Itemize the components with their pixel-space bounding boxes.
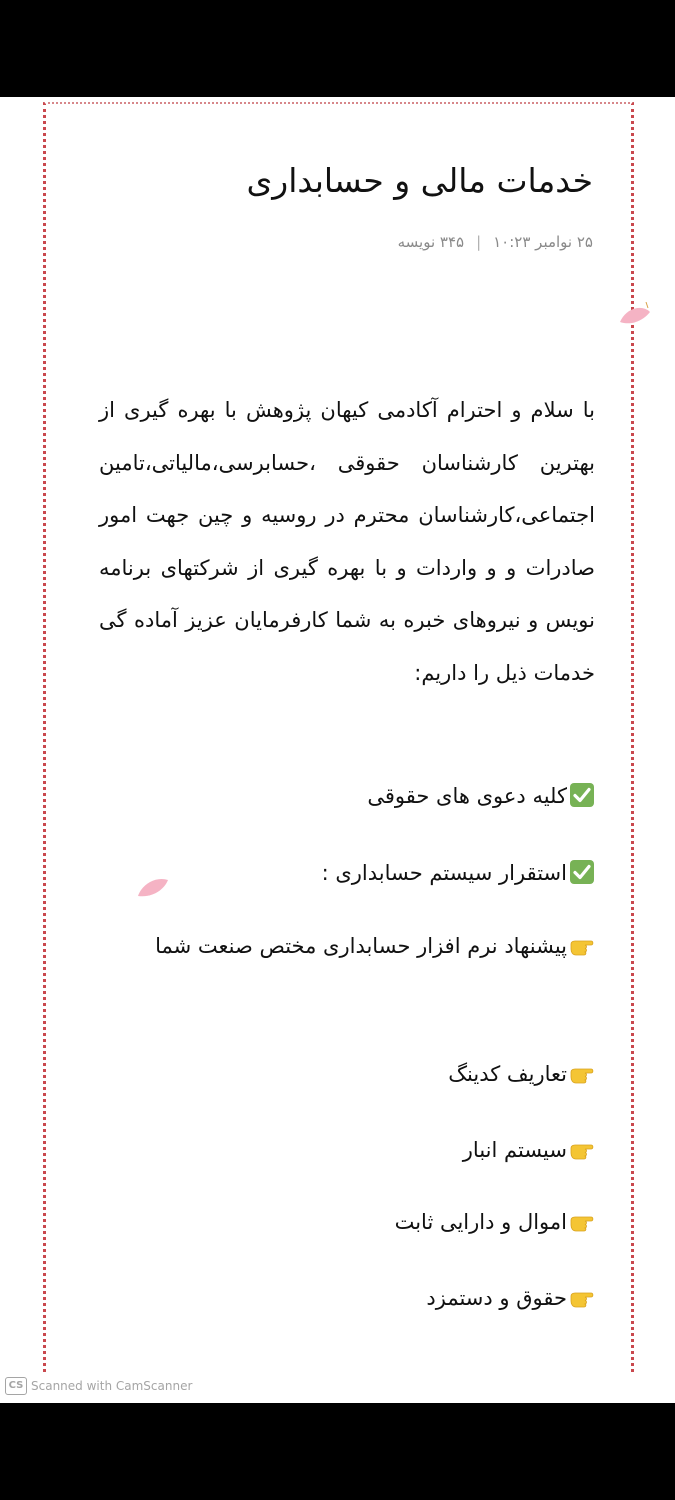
pointing-hand-icon [569, 1208, 595, 1234]
meta-separator: | [476, 233, 482, 251]
list-item-text: استقرار سیستم حسابداری : [321, 861, 567, 885]
scanner-watermark [5, 1377, 192, 1395]
list-item [463, 1124, 595, 1176]
pointing-hand-icon [569, 1136, 595, 1162]
pointing-hand-icon [569, 1284, 595, 1310]
petal-icon [136, 874, 170, 900]
list-item-text: کلیه دعوی های حقوقی [367, 784, 567, 808]
decorative-border [43, 102, 634, 1372]
list-item [322, 847, 595, 899]
article-meta [398, 233, 593, 251]
list-item-text: تعاریف کدینگ [448, 1062, 567, 1086]
list-item [99, 920, 595, 972]
pointing-hand-icon [569, 1060, 595, 1086]
petal-icon [618, 302, 652, 328]
watermark-text: Scanned with CamScanner [31, 1379, 193, 1393]
camscanner-logo: CS [5, 1377, 27, 1395]
article-title: خدمات مالی و حسابداری [246, 161, 593, 200]
check-mark-icon [569, 859, 595, 885]
list-item-text: سیستم انبار [462, 1138, 567, 1162]
article-date: ۲۵ نوامبر ۱۰:۲۳ [493, 233, 593, 251]
intro-paragraph: با سلام و احترام آکادمی کیهان پژوهش با بهره گیری از بهترین کارشناسان حقوقی ،حسابرسی،مالیاتی،تامین اجتماعی،کارشناسان محترم در روسیه و چین جهت امور صادرات و و واردات و با بهره گیری از شرکتهای برنامه نویس و نیروهای خبره به شما کارفرمایان عزیز آماده گی خدمات ذیل را داریم: [99, 398, 595, 685]
pointing-hand-icon [569, 932, 595, 958]
list-item [426, 1272, 595, 1324]
check-mark-icon [569, 782, 595, 808]
list-item-text: پیشنهاد نرم افزار حسابداری مختص صنعت شما [155, 934, 567, 958]
list-item [367, 770, 595, 822]
scanned-page [0, 97, 675, 1403]
list-item [395, 1196, 595, 1248]
list-item-text: حقوق و دستمزد [426, 1286, 567, 1310]
list-item [448, 1048, 595, 1100]
article-char-count: ۳۴۵ نویسه [397, 233, 465, 251]
list-item-text: اموال و دارایی ثابت [394, 1210, 567, 1234]
